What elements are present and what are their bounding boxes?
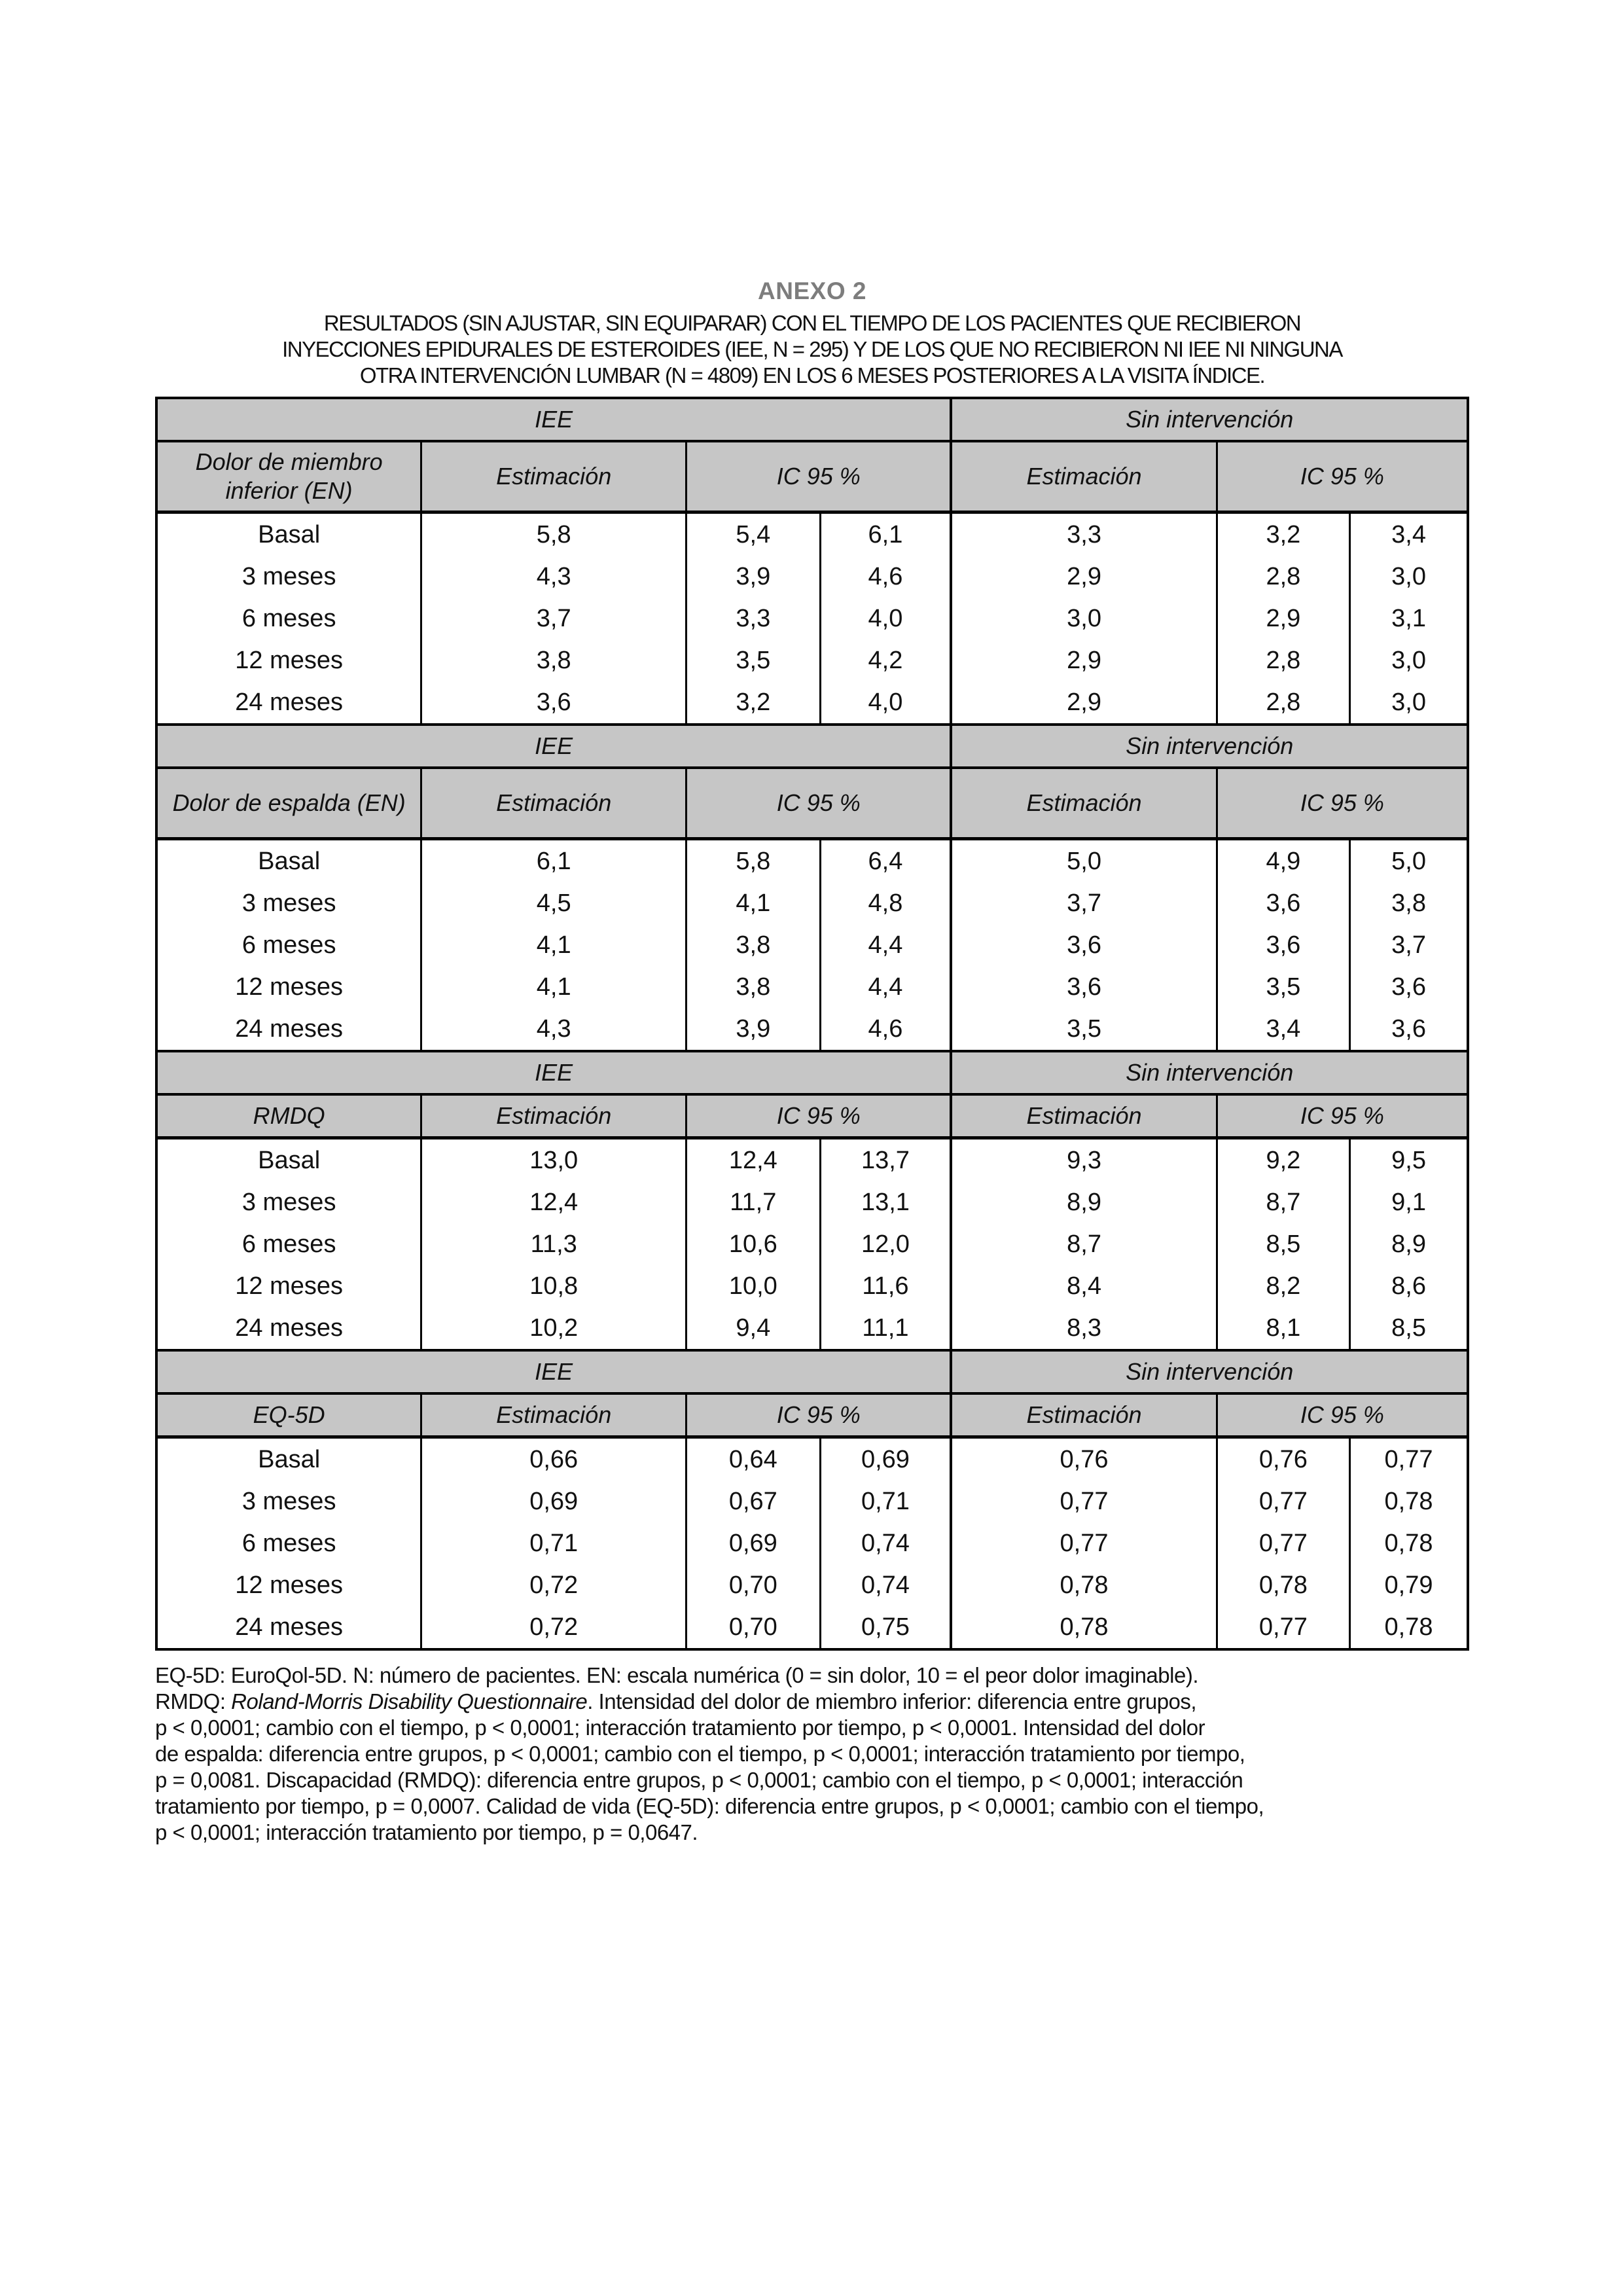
table-section-eq5d xyxy=(156,1350,1468,1649)
subtitle-line: RESULTADOS (SIN AJUSTAR, SIN EQUIPARAR) CON EL TIEMPO DE LOS PACIENTES QUE RECIBIERON xyxy=(323,311,1301,335)
row-label: 24 meses xyxy=(156,1008,421,1051)
col-header-estimacion: Estimación xyxy=(951,1393,1217,1437)
value-cell: 0,69 xyxy=(687,1522,820,1564)
row-label: Basal xyxy=(156,512,421,556)
value-cell: 13,1 xyxy=(820,1181,951,1223)
value-cell: 3,9 xyxy=(687,556,820,598)
value-cell: 3,2 xyxy=(1217,512,1349,556)
value-cell: 3,7 xyxy=(951,882,1217,924)
col-header-ic95: IC 95 % xyxy=(1217,1094,1468,1138)
value-cell: 3,6 xyxy=(421,681,687,725)
value-cell: 2,9 xyxy=(951,681,1217,725)
group-header-row xyxy=(156,398,1468,441)
value-cell: 0,77 xyxy=(951,1522,1217,1564)
value-cell: 12,0 xyxy=(820,1223,951,1265)
value-cell: 3,6 xyxy=(1217,924,1349,966)
value-cell: 11,7 xyxy=(687,1181,820,1223)
page-subtitle xyxy=(155,310,1469,389)
col-header-ic95: IC 95 % xyxy=(687,1393,952,1437)
value-cell: 8,1 xyxy=(1217,1307,1349,1350)
row-label: 3 meses xyxy=(156,882,421,924)
value-cell: 3,0 xyxy=(951,598,1217,639)
value-cell: 8,5 xyxy=(1350,1307,1468,1350)
table-row xyxy=(156,512,1468,556)
value-cell: 3,2 xyxy=(687,681,820,725)
value-cell: 0,78 xyxy=(1350,1522,1468,1564)
column-header-row xyxy=(156,1094,1468,1138)
value-cell: 0,78 xyxy=(1350,1480,1468,1522)
value-cell: 13,0 xyxy=(421,1138,687,1182)
value-cell: 0,67 xyxy=(687,1480,820,1522)
row-label: 3 meses xyxy=(156,1181,421,1223)
value-cell: 3,0 xyxy=(1350,639,1468,681)
value-cell: 3,6 xyxy=(951,924,1217,966)
footnote-line: p < 0,0001; cambio con el tiempo, p < 0,0001; interacción tratamiento por tiempo, p < 0,0001. Intensidad del dolor xyxy=(155,1715,1205,1740)
value-cell: 9,2 xyxy=(1217,1138,1349,1182)
col-header-estimacion: Estimación xyxy=(421,1094,687,1138)
table-row xyxy=(156,1480,1468,1522)
value-cell: 6,4 xyxy=(820,839,951,883)
value-cell: 0,69 xyxy=(421,1480,687,1522)
value-cell: 0,77 xyxy=(951,1480,1217,1522)
value-cell: 3,8 xyxy=(687,966,820,1008)
col-header-estimacion: Estimación xyxy=(421,441,687,512)
value-cell: 3,5 xyxy=(1217,966,1349,1008)
value-cell: 3,6 xyxy=(951,966,1217,1008)
value-cell: 0,66 xyxy=(421,1437,687,1481)
value-cell: 4,1 xyxy=(687,882,820,924)
value-cell: 11,1 xyxy=(820,1307,951,1350)
value-cell: 4,0 xyxy=(820,681,951,725)
value-cell: 5,0 xyxy=(1350,839,1468,883)
value-cell: 11,6 xyxy=(820,1265,951,1307)
group-header-sin-intervencion: Sin intervención xyxy=(951,1350,1468,1393)
row-label: 3 meses xyxy=(156,1480,421,1522)
value-cell: 10,2 xyxy=(421,1307,687,1350)
value-cell: 8,7 xyxy=(1217,1181,1349,1223)
value-cell: 0,78 xyxy=(951,1564,1217,1606)
page-title: ANEXO 2 xyxy=(758,278,866,304)
table-row xyxy=(156,1181,1468,1223)
group-header-iee: IEE xyxy=(156,725,951,768)
footnote-line: tratamiento por tiempo, p = 0,0007. Calidad de vida (EQ-5D): diferencia entre grupos, p < 0,0001; cambio con el tiempo, xyxy=(155,1794,1264,1818)
col-header-estimacion: Estimación xyxy=(951,768,1217,839)
value-cell: 0,78 xyxy=(951,1606,1217,1649)
row-label: 24 meses xyxy=(156,681,421,725)
footnote-line: p = 0,0081. Discapacidad (RMDQ): diferencia entre grupos, p < 0,0001; cambio con el tiempo, p < 0,0001; interacción xyxy=(155,1768,1243,1792)
section-label: RMDQ xyxy=(156,1094,421,1138)
value-cell: 3,4 xyxy=(1350,512,1468,556)
group-header-sin-intervencion: Sin intervención xyxy=(951,398,1468,441)
value-cell: 8,3 xyxy=(951,1307,1217,1350)
section-label: Dolor de miembro inferior (EN) xyxy=(156,441,421,512)
table-row xyxy=(156,1606,1468,1649)
row-label: 24 meses xyxy=(156,1307,421,1350)
table-row xyxy=(156,1008,1468,1051)
value-cell: 0,76 xyxy=(951,1437,1217,1481)
value-cell: 5,4 xyxy=(687,512,820,556)
value-cell: 5,8 xyxy=(687,839,820,883)
col-header-estimacion: Estimación xyxy=(951,1094,1217,1138)
table-section-back-pain xyxy=(156,725,1468,1051)
value-cell: 8,9 xyxy=(951,1181,1217,1223)
value-cell: 0,74 xyxy=(820,1522,951,1564)
table-row xyxy=(156,1437,1468,1481)
value-cell: 9,5 xyxy=(1350,1138,1468,1182)
value-cell: 0,64 xyxy=(687,1437,820,1481)
value-cell: 10,6 xyxy=(687,1223,820,1265)
value-cell: 4,3 xyxy=(421,556,687,598)
table-section-rmdq xyxy=(156,1051,1468,1350)
row-label: Basal xyxy=(156,1138,421,1182)
value-cell: 0,72 xyxy=(421,1564,687,1606)
col-header-estimacion: Estimación xyxy=(421,768,687,839)
table-row xyxy=(156,1564,1468,1606)
value-cell: 0,75 xyxy=(820,1606,951,1649)
value-cell: 10,0 xyxy=(687,1265,820,1307)
value-cell: 8,4 xyxy=(951,1265,1217,1307)
group-header-row xyxy=(156,725,1468,768)
section-label: EQ-5D xyxy=(156,1393,421,1437)
value-cell: 4,4 xyxy=(820,924,951,966)
value-cell: 5,8 xyxy=(421,512,687,556)
value-cell: 3,3 xyxy=(951,512,1217,556)
value-cell: 4,6 xyxy=(820,556,951,598)
table-row xyxy=(156,1307,1468,1350)
value-cell: 3,6 xyxy=(1350,966,1468,1008)
group-header-sin-intervencion: Sin intervención xyxy=(951,1051,1468,1094)
value-cell: 3,9 xyxy=(687,1008,820,1051)
value-cell: 0,71 xyxy=(421,1522,687,1564)
value-cell: 8,5 xyxy=(1217,1223,1349,1265)
row-label: 6 meses xyxy=(156,598,421,639)
value-cell: 9,4 xyxy=(687,1307,820,1350)
subtitle-line: INYECCIONES EPIDURALES DE ESTEROIDES (IEE, N = 295) Y DE LOS QUE NO RECIBIERON NI IEE NI NINGUNA xyxy=(282,337,1342,361)
value-cell: 0,72 xyxy=(421,1606,687,1649)
value-cell: 0,78 xyxy=(1350,1606,1468,1649)
value-cell: 4,4 xyxy=(820,966,951,1008)
col-header-ic95: IC 95 % xyxy=(1217,768,1468,839)
value-cell: 5,0 xyxy=(951,839,1217,883)
value-cell: 3,0 xyxy=(1350,681,1468,725)
value-cell: 11,3 xyxy=(421,1223,687,1265)
table-row xyxy=(156,681,1468,725)
value-cell: 13,7 xyxy=(820,1138,951,1182)
value-cell: 4,2 xyxy=(820,639,951,681)
results-table xyxy=(155,397,1469,1651)
value-cell: 9,3 xyxy=(951,1138,1217,1182)
value-cell: 3,4 xyxy=(1217,1008,1349,1051)
value-cell: 10,8 xyxy=(421,1265,687,1307)
col-header-ic95: IC 95 % xyxy=(1217,441,1468,512)
value-cell: 3,8 xyxy=(421,639,687,681)
value-cell: 0,77 xyxy=(1350,1437,1468,1481)
footnote-line: EQ-5D: EuroQol-5D. N: número de pacientes. EN: escala numérica (0 = sin dolor, 10 = el peor dolor imaginable). xyxy=(155,1663,1198,1687)
col-header-estimacion: Estimación xyxy=(951,441,1217,512)
page-content xyxy=(155,278,1469,1846)
value-cell: 4,5 xyxy=(421,882,687,924)
table-row xyxy=(156,924,1468,966)
value-cell: 6,1 xyxy=(820,512,951,556)
value-cell: 3,5 xyxy=(951,1008,1217,1051)
row-label: 24 meses xyxy=(156,1606,421,1649)
value-cell: 0,77 xyxy=(1217,1480,1349,1522)
group-header-sin-intervencion: Sin intervención xyxy=(951,725,1468,768)
row-label: 12 meses xyxy=(156,1564,421,1606)
value-cell: 3,0 xyxy=(1350,556,1468,598)
value-cell: 2,9 xyxy=(1217,598,1349,639)
subtitle-line: OTRA INTERVENCIÓN LUMBAR (N = 4809) EN LOS 6 MESES POSTERIORES A LA VISITA ÍNDICE. xyxy=(359,363,1265,387)
value-cell: 0,76 xyxy=(1217,1437,1349,1481)
value-cell: 3,6 xyxy=(1217,882,1349,924)
value-cell: 3,8 xyxy=(687,924,820,966)
value-cell: 0,77 xyxy=(1217,1606,1349,1649)
table-row xyxy=(156,966,1468,1008)
table-row xyxy=(156,598,1468,639)
footnote-line: RMDQ: Roland-Morris Disability Questionnaire. Intensidad del dolor de miembro inferior: diferencia entre grupos, xyxy=(155,1689,1197,1713)
value-cell: 8,9 xyxy=(1350,1223,1468,1265)
value-cell: 6,1 xyxy=(421,839,687,883)
value-cell: 0,70 xyxy=(687,1564,820,1606)
value-cell: 3,5 xyxy=(687,639,820,681)
table-row xyxy=(156,1223,1468,1265)
table-row xyxy=(156,1522,1468,1564)
table-row xyxy=(156,639,1468,681)
row-label: 6 meses xyxy=(156,1522,421,1564)
value-cell: 4,1 xyxy=(421,924,687,966)
col-header-estimacion: Estimación xyxy=(421,1393,687,1437)
row-label: 6 meses xyxy=(156,1223,421,1265)
value-cell: 0,70 xyxy=(687,1606,820,1649)
row-label: 3 meses xyxy=(156,556,421,598)
value-cell: 0,69 xyxy=(820,1437,951,1481)
table-row xyxy=(156,839,1468,883)
value-cell: 3,1 xyxy=(1350,598,1468,639)
table-row xyxy=(156,1138,1468,1182)
value-cell: 0,77 xyxy=(1217,1522,1349,1564)
value-cell: 4,8 xyxy=(820,882,951,924)
value-cell: 12,4 xyxy=(687,1138,820,1182)
value-cell: 0,78 xyxy=(1217,1564,1349,1606)
value-cell: 0,71 xyxy=(820,1480,951,1522)
value-cell: 3,8 xyxy=(1350,882,1468,924)
value-cell: 8,7 xyxy=(951,1223,1217,1265)
group-header-row xyxy=(156,1350,1468,1393)
row-label: 12 meses xyxy=(156,1265,421,1307)
col-header-ic95: IC 95 % xyxy=(687,768,952,839)
value-cell: 2,9 xyxy=(951,639,1217,681)
value-cell: 2,8 xyxy=(1217,639,1349,681)
col-header-ic95: IC 95 % xyxy=(687,1094,952,1138)
col-header-ic95: IC 95 % xyxy=(1217,1393,1468,1437)
group-header-row xyxy=(156,1051,1468,1094)
value-cell: 0,79 xyxy=(1350,1564,1468,1606)
value-cell: 4,0 xyxy=(820,598,951,639)
value-cell: 9,1 xyxy=(1350,1181,1468,1223)
footnote-line: de espalda: diferencia entre grupos, p < 0,0001; cambio con el tiempo, p < 0,0001; interacción tratamiento por tiempo, xyxy=(155,1742,1245,1766)
column-header-row xyxy=(156,768,1468,839)
row-label: Basal xyxy=(156,839,421,883)
value-cell: 3,6 xyxy=(1350,1008,1468,1051)
row-label: 12 meses xyxy=(156,639,421,681)
table-row xyxy=(156,1265,1468,1307)
column-header-row xyxy=(156,1393,1468,1437)
value-cell: 3,3 xyxy=(687,598,820,639)
footnote-italic-term: Roland-Morris Disability Questionnaire xyxy=(231,1689,588,1713)
value-cell: 3,7 xyxy=(421,598,687,639)
value-cell: 2,8 xyxy=(1217,681,1349,725)
col-header-ic95: IC 95 % xyxy=(687,441,952,512)
value-cell: 3,7 xyxy=(1350,924,1468,966)
column-header-row xyxy=(156,441,1468,512)
value-cell: 12,4 xyxy=(421,1181,687,1223)
value-cell: 0,74 xyxy=(820,1564,951,1606)
value-cell: 4,3 xyxy=(421,1008,687,1051)
value-cell: 8,2 xyxy=(1217,1265,1349,1307)
footnote-line: p < 0,0001; interacción tratamiento por tiempo, p = 0,0647. xyxy=(155,1820,698,1844)
row-label: 6 meses xyxy=(156,924,421,966)
group-header-iee: IEE xyxy=(156,1051,951,1094)
table-footnote xyxy=(155,1662,1469,1846)
value-cell: 8,6 xyxy=(1350,1265,1468,1307)
row-label: Basal xyxy=(156,1437,421,1481)
value-cell: 2,9 xyxy=(951,556,1217,598)
group-header-iee: IEE xyxy=(156,1350,951,1393)
group-header-iee: IEE xyxy=(156,398,951,441)
row-label: 12 meses xyxy=(156,966,421,1008)
section-label: Dolor de espalda (EN) xyxy=(156,768,421,839)
value-cell: 2,8 xyxy=(1217,556,1349,598)
value-cell: 4,1 xyxy=(421,966,687,1008)
table-row xyxy=(156,556,1468,598)
value-cell: 4,6 xyxy=(820,1008,951,1051)
table-section-leg-pain xyxy=(156,398,1468,725)
table-row xyxy=(156,882,1468,924)
value-cell: 4,9 xyxy=(1217,839,1349,883)
